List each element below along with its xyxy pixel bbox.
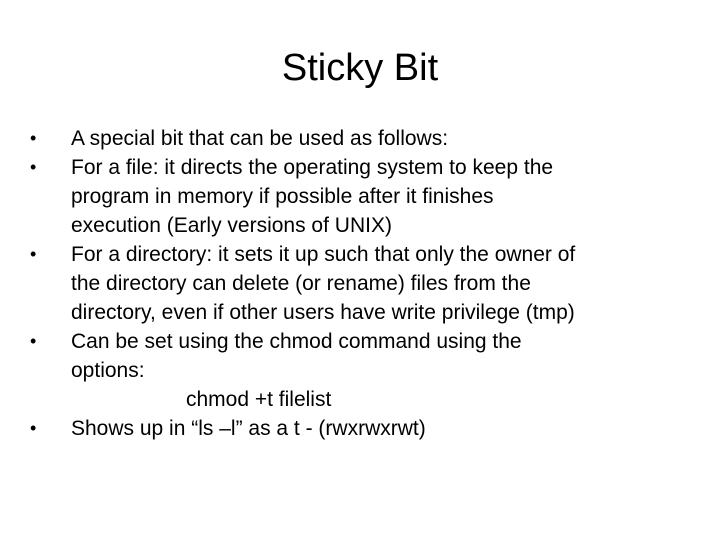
bullet-icon: • (30, 128, 37, 148)
bullet-item (28, 240, 698, 327)
slide-title: Sticky Bit (281, 47, 439, 89)
bullet-icon: • (30, 418, 37, 438)
bullet-icon: • (30, 244, 37, 264)
bullet-text: program in memory if possible after it finishes (71, 185, 494, 208)
bullet-text: execution (Early versions of UNIX) (71, 214, 392, 237)
command-example: chmod +t filelist (186, 388, 332, 411)
bullet-icon: • (30, 331, 37, 351)
bullet-item (28, 124, 698, 153)
bullet-text: A special bit that can be used as follows: (71, 127, 449, 150)
bullet-item (28, 414, 698, 443)
bullet-item (28, 153, 698, 240)
bullet-item (28, 327, 698, 414)
bullet-text: options: (71, 359, 145, 382)
bullet-text: the directory can delete (or rename) files from the (71, 272, 531, 295)
bullet-icon: • (30, 157, 37, 177)
bullet-text: Can be set using the chmod command using the (71, 330, 522, 353)
bullet-text: Shows up in “ls –l” as a t - (rwxrwxrwt) (71, 417, 426, 440)
bullet-text: directory, even if other users have write privilege (tmp) (71, 301, 575, 324)
bullet-text: For a directory: it sets it up such that only the owner of (71, 243, 576, 266)
bullet-text: For a file: it directs the operating system to keep the (71, 156, 554, 179)
bullet-list (28, 124, 698, 443)
